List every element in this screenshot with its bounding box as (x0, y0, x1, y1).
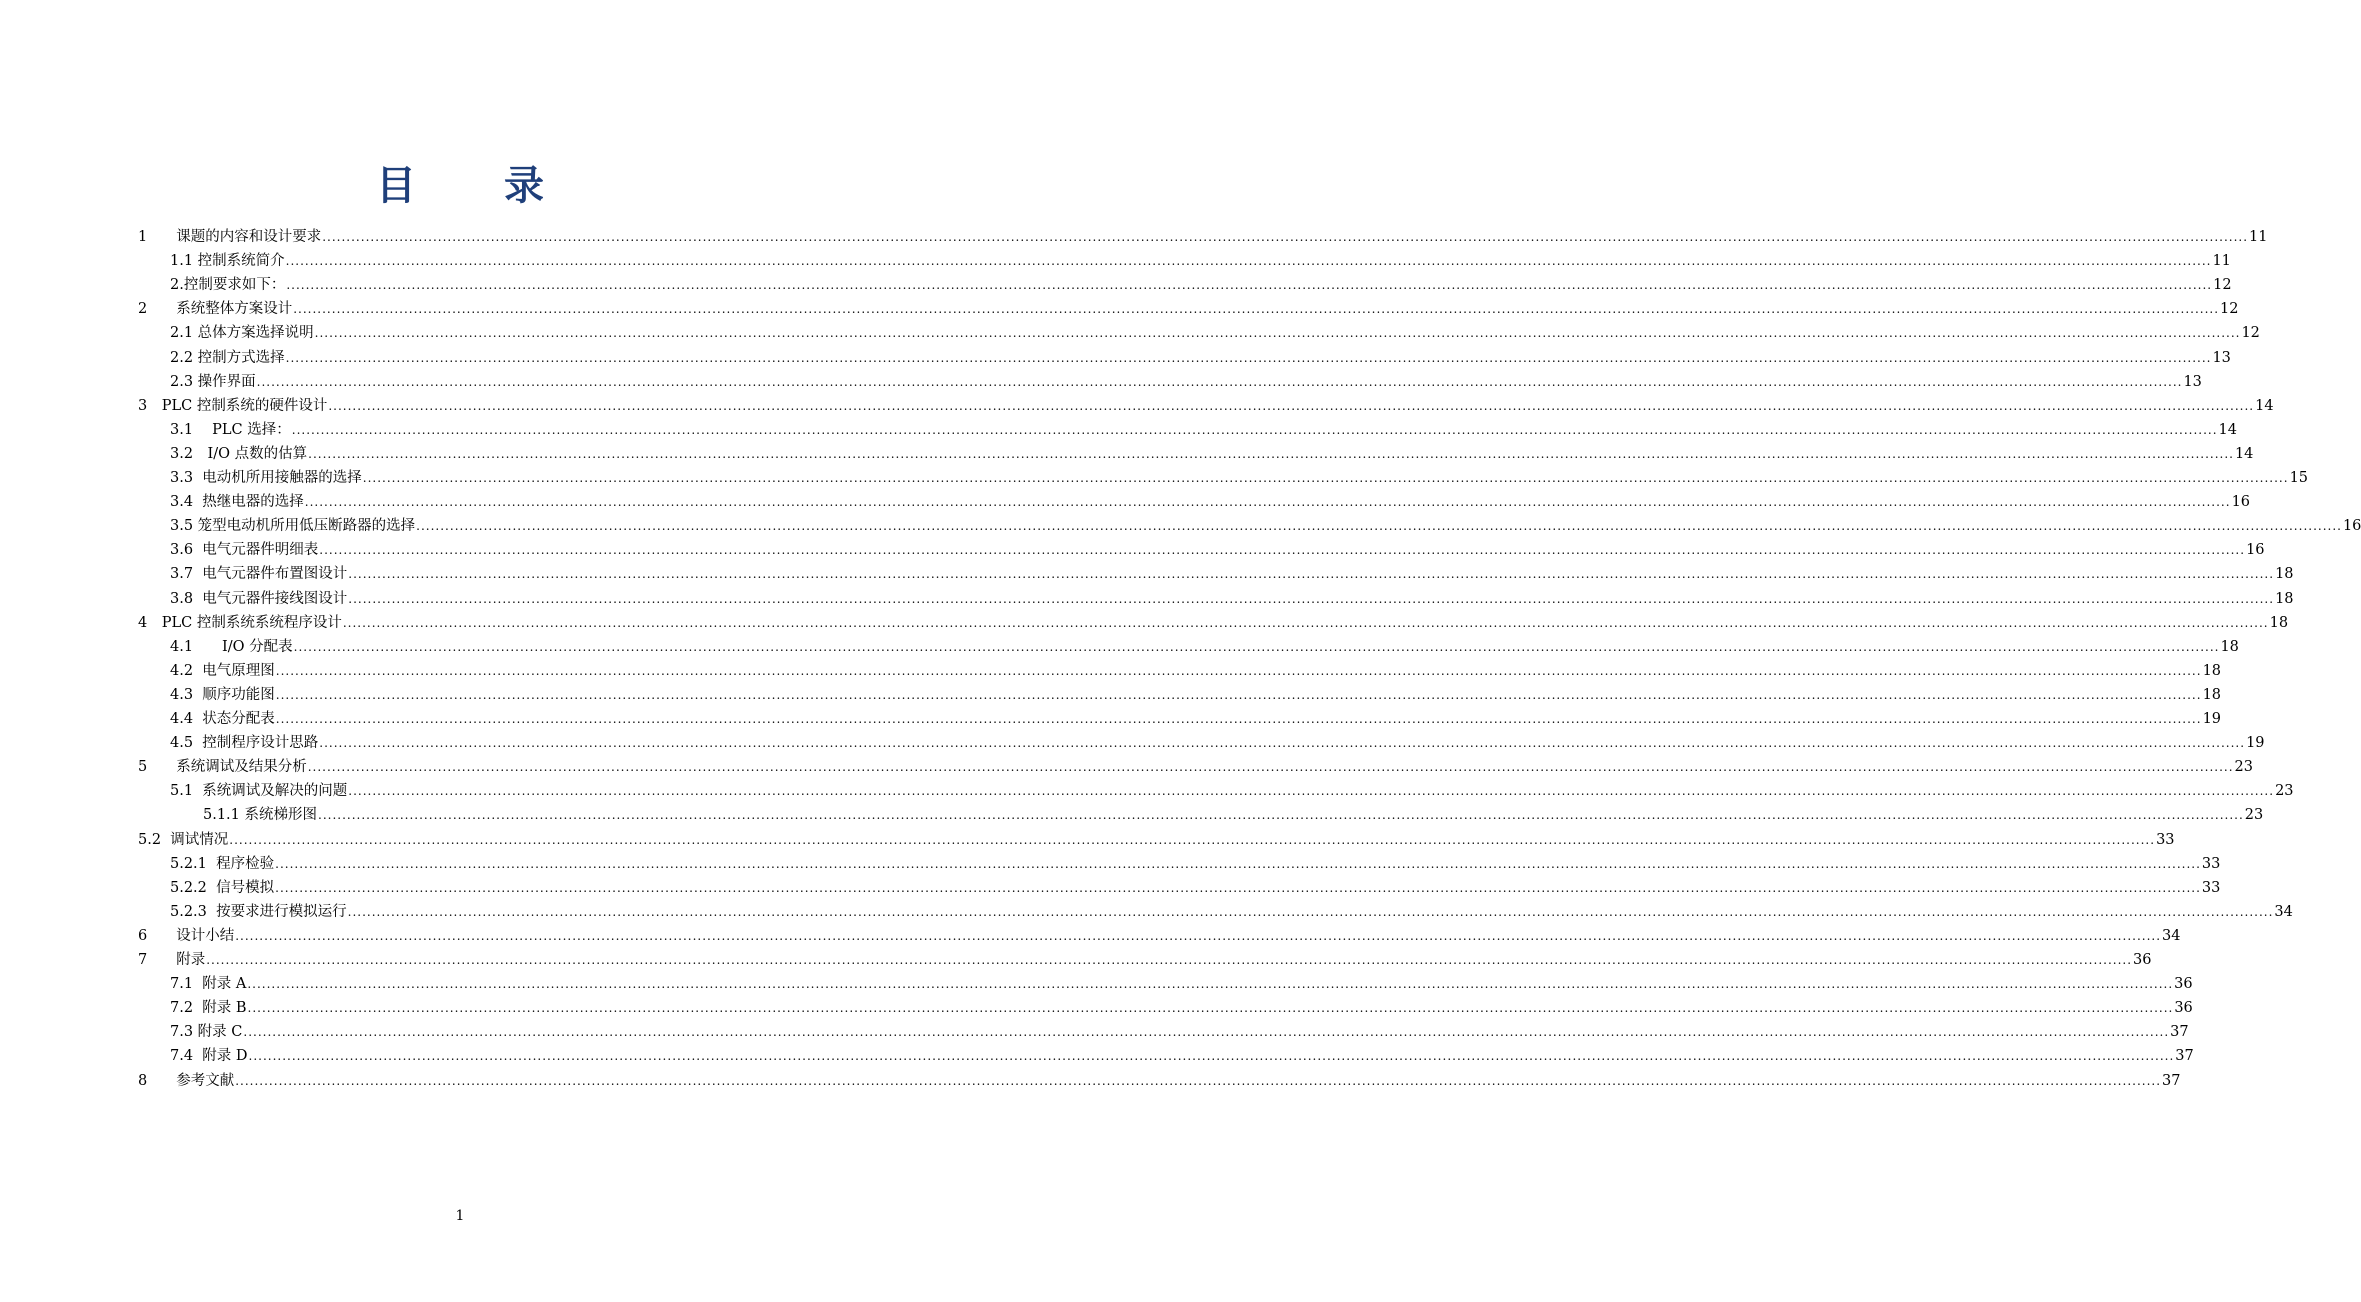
toc-entry-page: 23 (2275, 783, 2294, 800)
toc-entry[interactable] (170, 969, 2193, 993)
toc-entry-title: 2.2 控制方式选择 (170, 349, 285, 366)
toc-entry-page: 36 (2174, 976, 2193, 993)
toc-entry[interactable] (170, 463, 2309, 487)
toc-entry-title: 7.1 附录 A (170, 976, 247, 993)
toc-entry-title: 5 系统调试及结果分析 (138, 759, 307, 776)
toc-entry[interactable] (138, 921, 2181, 945)
toc-entry-title: 8 参考文献 (138, 1072, 235, 1089)
toc-entry[interactable] (170, 318, 2260, 342)
toc-entry[interactable] (138, 945, 2152, 969)
toc-entry[interactable] (203, 800, 2264, 824)
toc-entry-title: 4.4 状态分配表 (170, 711, 275, 727)
toc-entry-title: 7.2 附录 B (170, 1000, 247, 1017)
toc-entry-page: 14 (2234, 445, 2254, 462)
toc-entry[interactable] (170, 511, 2361, 535)
toc-entry-page: 36 (2133, 952, 2152, 968)
toc-entry-title: 3.6 电气元器件明细表 (170, 542, 319, 559)
page-number: 1 (455, 1208, 465, 1224)
toc-entry-title: 3.5 笼型电动机所用低压断路器的选择 (170, 518, 416, 535)
toc-entry-page: 18 (2275, 566, 2294, 583)
toc-entry-title: 4 PLC 控制系统系统程序设计 (138, 614, 342, 631)
toc-entry[interactable] (138, 391, 2274, 415)
toc-entry-title: 5.2.2 信号模拟 (170, 879, 275, 896)
toc-entry[interactable] (170, 873, 2221, 897)
toc-entry-page: 34 (2162, 927, 2181, 944)
toc-entry-page: 37 (2170, 1024, 2189, 1041)
toc-dot-leader: ................................................................................................................................................................................................................................................................................................................................................................................................................ (248, 1049, 2175, 1064)
toc-entry[interactable] (170, 704, 2222, 728)
toc-dot-leader: ................................................................................................................................................................................................................................................................................................................................................................................................................ (348, 567, 2275, 582)
toc-entry-page: 18 (2202, 686, 2222, 703)
toc-entry-page: 33 (2156, 831, 2175, 848)
toc-entry-page: 12 (2213, 277, 2232, 294)
toc-dot-leader: ................................................................................................................................................................................................................................................................................................................................................................................................................ (291, 422, 2218, 437)
toc-entry-title: 3.8 电气元器件接线图设计 (170, 590, 348, 607)
toc-entry-page: 14 (2218, 421, 2237, 438)
toc-entry-page: 18 (2202, 662, 2222, 679)
toc-entry-title: 2.1 总体方案选择说明 (170, 325, 314, 342)
toc-entry-title: 5.2.1 程序检验 (170, 855, 275, 872)
toc-entry-title: 5.1 系统调试及解决的问题 (170, 783, 348, 800)
toc-entry[interactable] (138, 825, 2175, 849)
toc-entry-title: 7.3 附录 C (170, 1024, 243, 1041)
toc-entry-page: 34 (2274, 903, 2293, 920)
toc-dot-leader: ................................................................................................................................................................................................................................................................................................................................................................................................................ (286, 278, 2213, 293)
toc-entry-page: 16 (2231, 494, 2251, 511)
toc-entry[interactable] (170, 415, 2237, 439)
toc-entry-page: 12 (2220, 301, 2239, 318)
toc-entry[interactable] (138, 294, 2239, 318)
toc-entry[interactable] (170, 343, 2231, 367)
title-char-left: 目 (376, 162, 416, 209)
toc-entry-page: 13 (2183, 373, 2202, 390)
toc-entry-title: 4.1 I/O 分配表 (170, 638, 293, 655)
toc-dot-leader: ................................................................................................................................................................................................................................................................................................................................................................................................................ (206, 953, 2133, 967)
toc-dot-leader: ................................................................................................................................................................................................................................................................................................................................................................................................................ (293, 302, 2220, 317)
toc-entry[interactable] (138, 608, 2289, 632)
toc-dot-leader: ................................................................................................................................................................................................................................................................................................................................................................................................................ (416, 519, 2342, 534)
toc-entry-title: 1 课题的内容和设计要求 (138, 229, 322, 245)
toc-entry-title: 6 设计小结 (138, 927, 235, 944)
toc-entry[interactable] (170, 632, 2239, 656)
toc-entry-title: 1.1 控制系统简介 (170, 253, 285, 270)
toc-entry[interactable] (170, 559, 2294, 583)
toc-entry-title: 5.2 调试情况 (138, 831, 229, 848)
toc-entry-page: 33 (2201, 879, 2221, 896)
toc-entry[interactable] (170, 897, 2293, 921)
toc-entry-title: 3.1 PLC 选择： (170, 421, 291, 438)
toc-entry-page: 18 (2269, 614, 2289, 631)
toc-entry[interactable] (170, 1041, 2194, 1065)
toc-entry[interactable] (170, 487, 2251, 511)
page-title (0, 158, 920, 214)
toc-entry[interactable] (170, 656, 2222, 680)
toc-dot-leader: ................................................................................................................................................................................................................................................................................................................................................................................................................ (348, 784, 2275, 799)
toc-dot-leader: ................................................................................................................................................................................................................................................................................................................................................................................................................ (247, 977, 2174, 992)
toc-entry-title: 2.3 操作界面 (170, 373, 256, 390)
toc-entry[interactable] (170, 584, 2294, 608)
toc-entry[interactable] (170, 270, 2232, 294)
toc-entry-page: 18 (2275, 590, 2294, 607)
title-char-right: 录 (504, 162, 544, 209)
toc-dot-leader: ................................................................................................................................................................................................................................................................................................................................................................................................................ (275, 687, 2202, 702)
toc-entry[interactable] (138, 222, 2268, 246)
toc-dot-leader: ................................................................................................................................................................................................................................................................................................................................................................................................................ (275, 856, 2201, 871)
toc-entry-page: 18 (2220, 638, 2239, 655)
toc-dot-leader: ................................................................................................................................................................................................................................................................................................................................................................................................................ (322, 230, 2249, 244)
toc-dot-leader: ................................................................................................................................................................................................................................................................................................................................................................................................................ (362, 471, 2289, 485)
toc-entry-page: 16 (2246, 542, 2265, 559)
toc-entry-page: 19 (2246, 735, 2265, 752)
toc-dot-leader: ................................................................................................................................................................................................................................................................................................................................................................................................................ (243, 1025, 2170, 1040)
toc-entry-page: 12 (2241, 325, 2260, 342)
toc-entry-title: 2.控制要求如下： (170, 277, 286, 294)
toc-entry[interactable] (170, 367, 2202, 391)
toc-entry-title: 3.2 I/O 点数的估算 (170, 445, 308, 462)
toc-dot-leader: ................................................................................................................................................................................................................................................................................................................................................................................................................ (247, 1001, 2174, 1016)
toc-dot-leader: ................................................................................................................................................................................................................................................................................................................................................................................................................ (319, 736, 2246, 751)
toc-entry-page: 36 (2174, 1000, 2193, 1017)
toc-entry[interactable] (170, 728, 2265, 752)
toc-entry-page: 37 (2162, 1072, 2181, 1089)
toc-entry-title: 4.2 电气原理图 (170, 662, 275, 679)
toc-dot-leader: ................................................................................................................................................................................................................................................................................................................................................................................................................ (285, 254, 2212, 269)
toc-entry-page: 37 (2175, 1048, 2194, 1065)
toc-entry-page: 16 (2342, 518, 2361, 535)
toc-entry-page: 23 (2234, 759, 2253, 776)
toc-dot-leader: ................................................................................................................................................................................................................................................................................................................................................................................................................ (308, 446, 2234, 461)
toc-dot-leader: ................................................................................................................................................................................................................................................................................................................................................................................................................ (304, 495, 2231, 510)
toc-entry-title: 2 系统整体方案设计 (138, 301, 293, 318)
toc-entry-page: 15 (2289, 470, 2309, 486)
toc-entry[interactable] (138, 1066, 2181, 1090)
toc-entry-title: 4.5 控制程序设计思路 (170, 735, 319, 752)
toc-entry-page: 33 (2201, 855, 2221, 872)
toc-entry-page: 11 (2212, 253, 2231, 270)
toc-entry-page: 13 (2212, 349, 2231, 366)
toc-dot-leader: ................................................................................................................................................................................................................................................................................................................................................................................................................ (342, 615, 2269, 630)
toc-entry[interactable] (170, 535, 2265, 559)
toc-dot-leader: ................................................................................................................................................................................................................................................................................................................................................................................................................ (314, 326, 2241, 341)
toc-entry-title: 3.3 电动机所用接触器的选择 (170, 470, 362, 486)
toc-entry-title: 3 PLC 控制系统的硬件设计 (138, 397, 328, 414)
toc-entry-title: 5.1.1 系统梯形图 (203, 807, 318, 824)
toc-entry-page: 11 (2249, 229, 2268, 245)
toc-entry[interactable] (170, 1017, 2189, 1041)
toc-entry-title: 4.3 顺序功能图 (170, 686, 275, 703)
toc-dot-leader: ................................................................................................................................................................................................................................................................................................................................................................................................................ (348, 591, 2275, 606)
toc-dot-leader: ................................................................................................................................................................................................................................................................................................................................................................................................................ (285, 350, 2212, 365)
toc-entry[interactable] (170, 246, 2231, 270)
toc-entry[interactable] (170, 680, 2222, 704)
toc-dot-leader: ................................................................................................................................................................................................................................................................................................................................................................................................................ (328, 398, 2255, 413)
toc-entry-page: 23 (2244, 807, 2264, 824)
toc-entry[interactable] (170, 776, 2294, 800)
toc-entry-title: 7.4 附录 D (170, 1048, 248, 1065)
toc-dot-leader: ................................................................................................................................................................................................................................................................................................................................................................................................................ (235, 928, 2162, 943)
toc-dot-leader: ................................................................................................................................................................................................................................................................................................................................................................................................................ (275, 663, 2202, 678)
toc-dot-leader: ................................................................................................................................................................................................................................................................................................................................................................................................................ (229, 832, 2156, 847)
toc-entry[interactable] (170, 439, 2254, 463)
toc-dot-leader: ................................................................................................................................................................................................................................................................................................................................................................................................................ (275, 880, 2201, 895)
toc-entry-title: 3.7 电气元器件布置图设计 (170, 566, 348, 583)
toc-entry-title: 5.2.3 按要求进行模拟运行 (170, 903, 347, 920)
toc-entry-page: 14 (2255, 397, 2274, 414)
toc-dot-leader: ................................................................................................................................................................................................................................................................................................................................................................................................................ (307, 760, 2234, 775)
toc-dot-leader: ................................................................................................................................................................................................................................................................................................................................................................................................................ (318, 808, 2244, 823)
toc-dot-leader: ................................................................................................................................................................................................................................................................................................................................................................................................................ (275, 712, 2202, 726)
toc-dot-leader: ................................................................................................................................................................................................................................................................................................................................................................................................................ (319, 543, 2246, 558)
toc-dot-leader: ................................................................................................................................................................................................................................................................................................................................................................................................................ (347, 904, 2274, 919)
toc-entry-page: 19 (2202, 711, 2222, 727)
toc-entry-title: 7 附录 (138, 952, 206, 968)
toc-entry[interactable] (170, 993, 2193, 1017)
toc-dot-leader: ................................................................................................................................................................................................................................................................................................................................................................................................................ (293, 639, 2220, 654)
toc-entry[interactable] (138, 752, 2253, 776)
toc-dot-leader: ................................................................................................................................................................................................................................................................................................................................................................................................................ (256, 374, 2183, 389)
toc-dot-leader: ................................................................................................................................................................................................................................................................................................................................................................................................................ (235, 1073, 2162, 1088)
toc-entry[interactable] (170, 849, 2221, 873)
toc-entry-title: 3.4 热继电器的选择 (170, 494, 304, 511)
